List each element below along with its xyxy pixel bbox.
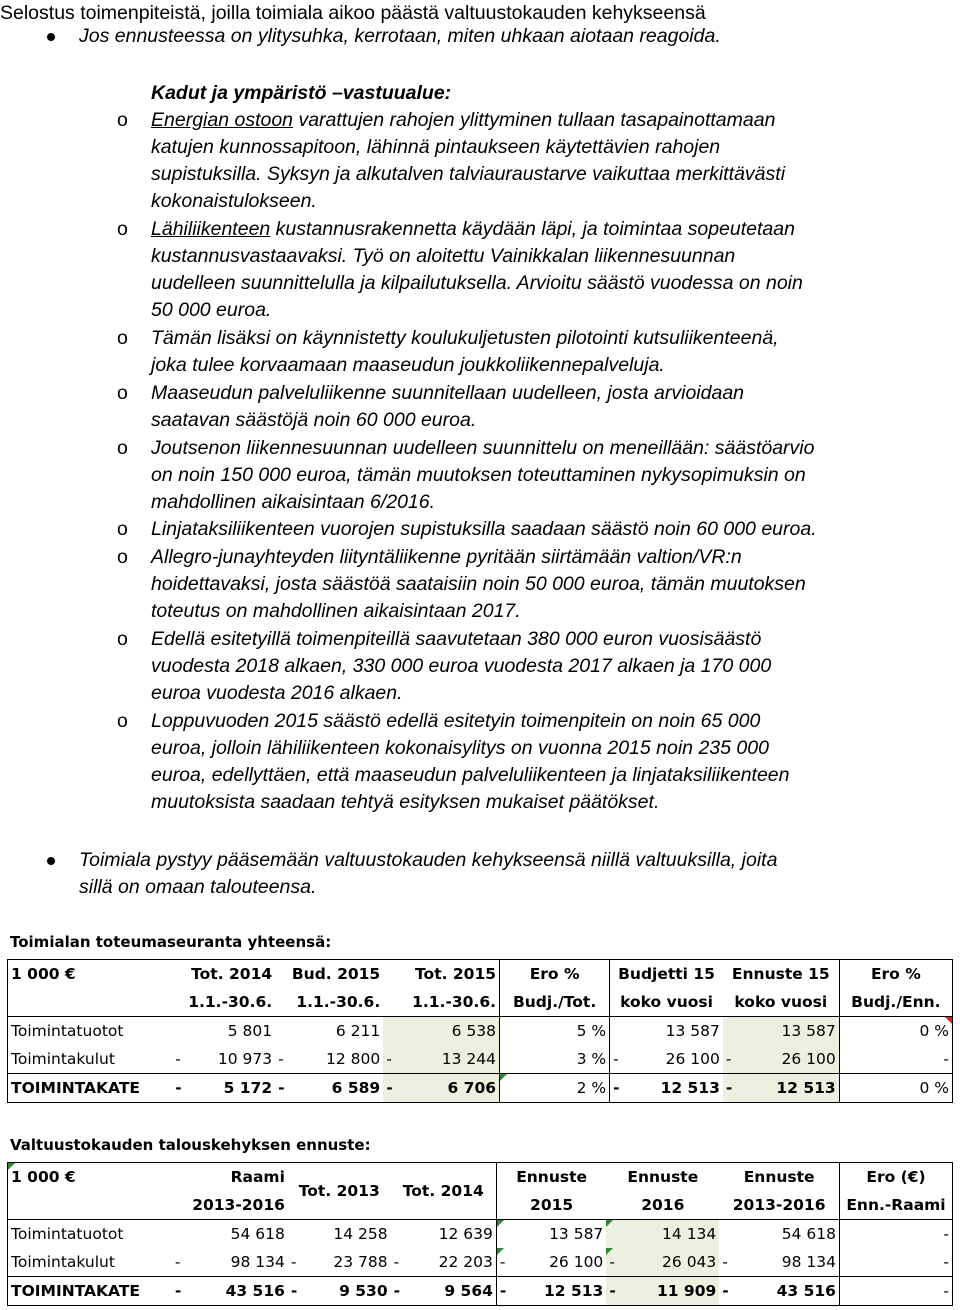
cell — [391, 1277, 497, 1306]
comment-marker-icon — [497, 1220, 504, 1227]
cell — [496, 1220, 606, 1249]
item6-line1: Linjataksiliikenteen vuorojen supistuksilla saadaan säästö noin 60 000 euroa. — [151, 518, 817, 540]
minus-sign: - — [722, 1282, 729, 1300]
table-row — [8, 1045, 953, 1074]
item9-line3: euroa, edellyttäen, että maaseudun palveluliikenteen ja linjataksiliikenteen — [151, 764, 790, 786]
cell — [172, 1277, 288, 1306]
comment-marker-icon — [8, 1163, 15, 1170]
row-label: Toimintakulut — [8, 1045, 173, 1074]
cell: 13 587 — [723, 1017, 839, 1046]
item2-line1 — [151, 216, 795, 243]
cell — [839, 1017, 952, 1046]
cell: 54 618 — [172, 1220, 288, 1249]
minus-sign: - — [499, 1253, 506, 1271]
cell: - — [839, 1277, 952, 1306]
table1-header: Ennuste 15 — [723, 960, 839, 989]
cell — [719, 1277, 839, 1306]
cell — [606, 1248, 719, 1277]
table1-header: Ero % — [839, 960, 952, 989]
minus-sign: - — [725, 1050, 732, 1068]
item2-line3: uudelleen suunnittelulla ja kilpailutuksella. Arvioitu säästö vuodessa on noin — [151, 272, 803, 294]
cell — [172, 1045, 275, 1074]
table2-header: Ennuste — [606, 1163, 719, 1192]
cell-value: 43 516 — [776, 1282, 836, 1300]
cell-value: 26 043 — [662, 1253, 717, 1271]
item9-line4: muutoksista saadaan tehtyä esityksen mukaiset päätökset. — [151, 791, 660, 813]
table2-caption: Valtuustokauden talouskehyksen ennuste: — [10, 1136, 371, 1154]
minus-sign: - — [499, 1282, 507, 1300]
cell-value: 98 134 — [781, 1253, 836, 1271]
cell — [391, 1248, 497, 1277]
table1 — [7, 959, 953, 1103]
item3-line2: joka tulee korvaamaan maaseudun joukkoliikennepalveluja. — [151, 354, 665, 376]
cell — [723, 1074, 839, 1103]
item1-line1 — [151, 107, 775, 134]
table1-header: Bud. 2015 — [275, 960, 383, 989]
sub-bullet-marker: o — [117, 109, 128, 131]
cell-value: 11 909 — [656, 1282, 717, 1300]
item2-rest: kustannusrakennetta käydään läpi, ja toimintaa sopeutetaan — [270, 218, 795, 240]
cell-value: 10 973 — [217, 1050, 273, 1068]
minus-sign: - — [290, 1253, 297, 1271]
bullet-icon — [47, 33, 55, 41]
row-label: Toimintakulut — [8, 1248, 172, 1277]
item5-line2: on noin 150 000 euroa, tämän muutoksen toteuttaminen nykysopimuksin on — [151, 464, 806, 486]
comment-marker-icon — [606, 1248, 613, 1255]
cell: - — [839, 1220, 952, 1249]
cell — [719, 1248, 839, 1277]
table-row — [8, 1017, 953, 1046]
table-row — [8, 1220, 953, 1249]
cell-value: 98 134 — [230, 1253, 285, 1271]
table2 — [7, 1162, 953, 1306]
table2-header: Tot. 2013 — [288, 1163, 391, 1220]
item7-line3: toteutus on mahdollinen aikaisintaan 2017. — [151, 600, 521, 622]
cell: 54 618 — [719, 1220, 839, 1249]
item5-line3: mahdollinen aikaisintaan 6/2016. — [151, 491, 436, 513]
cell-value: 14 134 — [662, 1225, 717, 1243]
item1-line4: kokonaistulokseen. — [151, 190, 317, 212]
cell-value: 6 589 — [331, 1079, 381, 1097]
table1-caption: Toimialan toteumaseuranta yhteensä: — [10, 933, 332, 951]
cell — [606, 1277, 719, 1306]
item2-line2: kustannusvastaavaksi. Työ on aloitettu Vainikkalan liikennesuunnan — [151, 245, 736, 267]
table-row — [8, 1248, 953, 1277]
minus-sign: - — [725, 1079, 733, 1097]
cell: 14 258 — [288, 1220, 391, 1249]
minus-sign: - — [174, 1282, 182, 1300]
table1-header: Budj./Enn. — [839, 988, 952, 1017]
minus-sign: - — [386, 1079, 393, 1097]
sub-bullet-marker: o — [117, 218, 128, 240]
table1-header: 1.1.-30.6. — [172, 988, 275, 1017]
minus-sign: - — [613, 1079, 620, 1097]
item2-underlined: Lähiliikenteen — [151, 218, 271, 240]
row-label: Toimintatuotot — [8, 1220, 172, 1249]
bullet2-line1: Toimiala pystyy pääsemään valtuustokauden kehykseensä niillä valtuuksilla, joita — [79, 849, 778, 871]
item3-line1: Tämän lisäksi on käynnistetty koulukuljetusten pilotointi kutsuliikenteenä, — [151, 327, 779, 349]
cell-value: 12 513 — [776, 1079, 836, 1097]
item1-underlined: Energian ostoon — [151, 109, 294, 131]
cell — [288, 1277, 391, 1306]
cell-value: 5 172 — [223, 1079, 273, 1097]
cell — [610, 1074, 723, 1103]
item9-line1: Loppuvuoden 2015 säästö edellä esitetyin toimenpitein on noin 65 000 — [151, 710, 761, 732]
row-label: TOIMINTAKATE — [8, 1074, 173, 1103]
minus-sign: - — [386, 1050, 392, 1068]
cell-value: 13 587 — [549, 1225, 604, 1243]
cell: - — [839, 1045, 952, 1074]
minus-sign: - — [175, 1079, 182, 1097]
table1-header: Tot. 2014 — [172, 960, 275, 989]
minus-sign: - — [290, 1282, 298, 1300]
cell — [500, 1074, 610, 1103]
table2-header: 2013-2016 — [732, 1196, 826, 1214]
minus-sign: - — [393, 1253, 400, 1271]
row-label: Toimintatuotot — [8, 1017, 173, 1046]
comment-marker-icon — [945, 1017, 952, 1024]
comment-marker-icon — [500, 1074, 507, 1081]
comment-marker-icon — [606, 1220, 613, 1227]
minus-sign: - — [278, 1079, 285, 1097]
cell: 12 639 — [391, 1220, 497, 1249]
item9-line2: euroa, jolloin lähiliikenteen kokonaisylitys on vuonna 2015 noin 235 000 — [151, 737, 769, 759]
sub-bullet-marker: o — [117, 518, 128, 540]
cell-value: 12 800 — [325, 1050, 381, 1068]
cell-value: 26 100 — [665, 1050, 720, 1068]
table1-header: koko vuosi — [723, 988, 839, 1017]
cell — [172, 1074, 275, 1103]
cell-value: 13 244 — [441, 1050, 497, 1068]
cell-value: 0 % — [919, 1022, 949, 1040]
minus-sign: - — [609, 1253, 615, 1271]
cell: - — [839, 1248, 952, 1277]
table2-header: Raami — [172, 1163, 288, 1192]
cell-value: 26 100 — [549, 1253, 604, 1271]
sub-bullet-marker: o — [117, 628, 128, 650]
cell: 6 538 — [383, 1017, 499, 1046]
table1-unit: 1 000 € — [8, 960, 173, 989]
item5-line1: Joutsenon liikennesuunnan uudelleen suunnittelu on meneillään: säästöarvio — [151, 437, 815, 459]
minus-sign: - — [278, 1050, 284, 1068]
cell: 3 % — [500, 1045, 610, 1074]
cell — [288, 1248, 391, 1277]
sub-bullet-marker: o — [117, 382, 128, 404]
cell — [275, 1074, 383, 1103]
section-title: Kadut ja ympäristö –vastuualue: — [151, 82, 452, 104]
table2-header: Ero (€) — [839, 1163, 952, 1192]
bullet2-line2: sillä on omaan talouteensa. — [79, 876, 317, 898]
bullet-text: Jos ennusteessa on ylitysuhka, kerrotaan, miten uhkaan aiotaan reagoida. — [79, 25, 721, 47]
table1-header: Ero % — [500, 960, 610, 989]
cell: 6 211 — [335, 1022, 381, 1040]
minus-sign: - — [613, 1050, 619, 1068]
table2-header: 2015 — [496, 1191, 606, 1220]
table1-header: koko vuosi — [610, 988, 723, 1017]
table1-header: Budjetti 15 — [610, 960, 723, 989]
table2-header: Tot. 2014 — [391, 1163, 497, 1220]
table-row — [8, 1074, 953, 1103]
table2-header: Ennuste — [719, 1163, 839, 1192]
table2-unit — [8, 1163, 172, 1192]
table2-header: 2016 — [641, 1196, 685, 1214]
cell-value: 12 513 — [660, 1079, 720, 1097]
minus-sign: - — [175, 1050, 181, 1068]
cell-value: 12 513 — [543, 1282, 604, 1300]
cell — [383, 1074, 499, 1103]
cell — [496, 1248, 606, 1277]
minus-sign: - — [609, 1282, 616, 1300]
sub-bullet-marker: o — [117, 437, 128, 459]
item7-line2: hoidettavaksi, josta säästöä saataisiin noin 50 000 euroa, tämän muutoksen — [151, 573, 806, 595]
row-label: TOIMINTAKATE — [8, 1277, 172, 1306]
table1-header: Tot. 2015 — [383, 960, 499, 989]
minus-sign: - — [722, 1253, 728, 1271]
item1-line2: katujen kunnossapitoon, lähinnä pintaukseen käytettävien rahojen — [151, 136, 721, 158]
table2-header: 2013-2016 — [192, 1196, 285, 1214]
cell: 13 587 — [610, 1017, 723, 1046]
table2-header: Enn.-Raami — [839, 1191, 952, 1220]
sub-bullet-marker: o — [117, 546, 128, 568]
cell — [383, 1045, 499, 1074]
item8-line3: euroa vuodesta 2016 alkaen. — [151, 682, 403, 704]
comment-marker-icon — [497, 1248, 504, 1255]
item2-line4: 50 000 euroa. — [151, 299, 272, 321]
cell-value: 9 530 — [339, 1282, 388, 1300]
cell: 5 801 — [227, 1022, 273, 1040]
cell-value: 9 564 — [444, 1282, 493, 1300]
cell — [723, 1045, 839, 1074]
table1-header: 1.1.-30.6. — [275, 988, 383, 1017]
cell-value: 43 516 — [225, 1282, 285, 1300]
cell-value: 26 100 — [781, 1050, 836, 1068]
table1-header: Budj./Tot. — [500, 988, 610, 1017]
minus-sign: - — [393, 1282, 401, 1300]
sub-bullet-marker: o — [117, 327, 128, 349]
cell: 5 % — [500, 1017, 610, 1046]
cell — [496, 1277, 606, 1306]
item7-line1: Allegro-junayhteyden liityntäliikenne pyritään siirtämään valtion/VR:n — [151, 546, 742, 568]
item4-line2: saatavan säästöjä noin 60 000 euroa. — [151, 409, 477, 431]
item4-line1: Maaseudun palveluliikenne suunnitellaan uudelleen, josta arvioidaan — [151, 382, 745, 404]
bullet-icon — [47, 857, 55, 865]
item8-line1: Edellä esitetyillä toimenpiteillä saavutetaan 380 000 euron vuosisäästö — [151, 628, 762, 650]
cell — [610, 1045, 723, 1074]
cell-value: 6 706 — [447, 1079, 497, 1097]
sub-bullet-marker: o — [117, 710, 128, 732]
cell: 0 % — [839, 1074, 952, 1103]
table-row — [8, 1277, 953, 1306]
item1-rest: varattujen rahojen ylittyminen tullaan tasapainottamaan — [293, 109, 776, 131]
cell — [606, 1220, 719, 1249]
minus-sign: - — [174, 1253, 181, 1271]
table2-header: Ennuste — [496, 1163, 606, 1192]
unit-label: 1 000 € — [11, 1168, 76, 1186]
cell-value: 22 203 — [438, 1253, 493, 1271]
item1-line3: supistuksilla. Syksyn ja alkutalven talviauraustarve vaikuttaa merkittävästi — [151, 163, 786, 185]
cell-value: 23 788 — [333, 1253, 388, 1271]
table1-header: 1.1.-30.6. — [383, 988, 499, 1017]
document-heading: Selostus toimenpiteistä, joilla toimiala aikoo päästä valtuustokauden kehykseensä — [0, 2, 706, 24]
cell-value: 2 % — [576, 1079, 607, 1097]
cell — [275, 1045, 383, 1074]
cell — [172, 1248, 288, 1277]
item8-line2: vuodesta 2018 alkaen, 330 000 euroa vuodesta 2017 alkaen ja 170 000 — [151, 655, 772, 677]
